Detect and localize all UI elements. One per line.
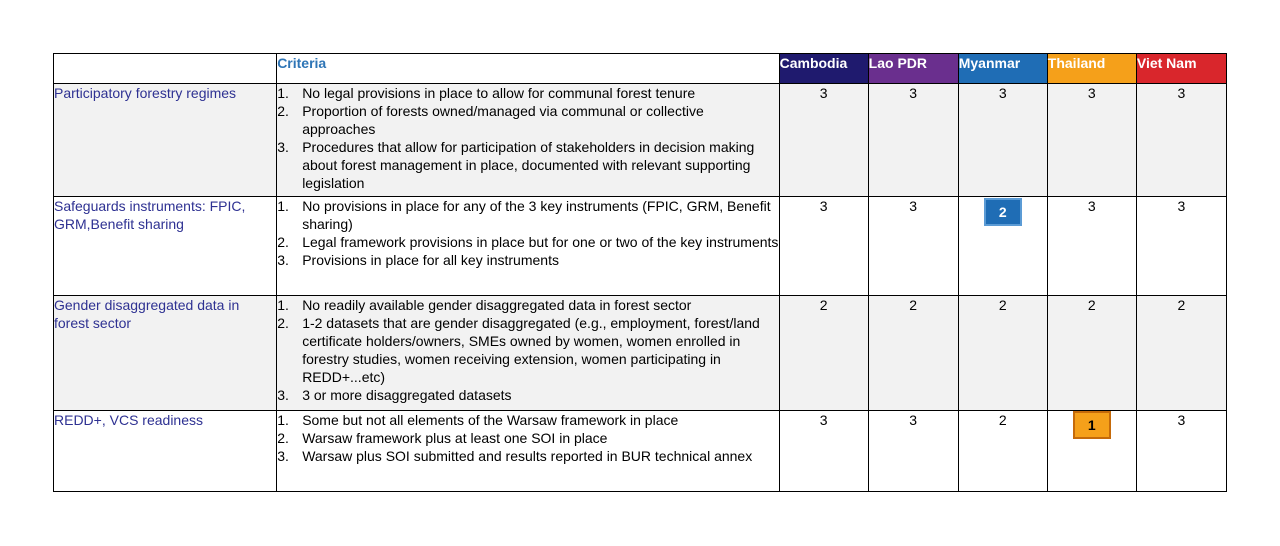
criteria-list (277, 197, 778, 269)
criteria-text: Warsaw framework plus at least one SOI in place (302, 430, 608, 446)
highlight-badge: 1 (1073, 411, 1111, 439)
table-row (54, 84, 1227, 197)
criteria-number: 2. (277, 103, 289, 119)
country-header-lao-pdr: Lao PDR (868, 54, 958, 84)
criteria-text: Provisions in place for all key instruments (302, 252, 559, 268)
criteria-text: No provisions in place for any of the 3 key instruments (FPIC, GRM, Benefit sharing) (302, 198, 771, 232)
criteria-item (277, 138, 778, 192)
criteria-cell (277, 296, 779, 411)
criteria-text: No legal provisions in place to allow for communal forest tenure (302, 85, 696, 101)
criteria-cell (277, 411, 779, 492)
score-thailand: 3 (1047, 84, 1136, 197)
criteria-text: Warsaw plus SOI submitted and results reported in BUR technical annex (302, 448, 753, 464)
score-cambodia: 3 (779, 84, 868, 197)
criteria-text: 1-2 datasets that are gender disaggregated (e.g., employment, forest/land certificate holders/owners, SMEs owned by women, women enrolled in forestry studies, women receiving extension, women participating in REDD+...etc) (302, 315, 760, 385)
highlight-badge: 2 (984, 198, 1022, 226)
criteria-item (277, 251, 778, 269)
criteria-number: 2. (277, 234, 289, 250)
criteria-cell (277, 197, 779, 296)
table-row (54, 411, 1227, 492)
country-header-thailand: Thailand (1047, 54, 1136, 84)
score-lao-pdr: 3 (868, 197, 958, 296)
country-header-myanmar: Myanmar (958, 54, 1047, 84)
criteria-text: Proportion of forests owned/managed via communal or collective approaches (302, 103, 704, 137)
assessment-table (53, 53, 1227, 492)
criteria-item (277, 233, 778, 251)
criteria-text: Procedures that allow for participation of stakeholders in decision making about forest management in place, documented with relevant supporting legislation (302, 139, 755, 191)
score-myanmar: 2 (958, 411, 1047, 492)
indicator-cell: Participatory forestry regimes (54, 84, 277, 197)
criteria-text: Legal framework provisions in place but for one or two of the key instruments (302, 234, 779, 250)
score-cambodia: 3 (779, 197, 868, 296)
criteria-cell (277, 84, 779, 197)
score-viet-nam: 3 (1136, 84, 1226, 197)
score-cambodia: 2 (779, 296, 868, 411)
indicator-cell: REDD+, VCS readiness (54, 411, 277, 492)
indicator-cell: Gender disaggregated data in forest sector (54, 296, 277, 411)
score-lao-pdr: 3 (868, 411, 958, 492)
table-row (54, 197, 1227, 296)
criteria-item (277, 84, 778, 102)
score-viet-nam: 3 (1136, 411, 1226, 492)
table-row (54, 296, 1227, 411)
criteria-number: 1. (277, 198, 289, 214)
criteria-item (277, 386, 778, 404)
criteria-item (277, 314, 778, 386)
criteria-text: No readily available gender disaggregated data in forest sector (302, 297, 692, 313)
score-cambodia: 3 (779, 411, 868, 492)
country-header-cambodia: Cambodia (779, 54, 868, 84)
criteria-item (277, 102, 778, 138)
criteria-number: 3. (277, 448, 289, 464)
score-thailand (1047, 411, 1136, 492)
criteria-header: Criteria (277, 54, 779, 84)
criteria-number: 3. (277, 252, 289, 268)
criteria-item (277, 296, 778, 314)
criteria-number: 2. (277, 315, 289, 331)
indicator-header (54, 54, 277, 84)
criteria-number: 1. (277, 297, 289, 313)
header-row (54, 54, 1227, 84)
score-myanmar (958, 197, 1047, 296)
criteria-item (277, 197, 778, 233)
indicator-cell: Safeguards instruments: FPIC, GRM,Benefit sharing (54, 197, 277, 296)
score-viet-nam: 2 (1136, 296, 1226, 411)
criteria-item (277, 447, 778, 465)
criteria-number: 3. (277, 387, 289, 403)
criteria-item (277, 429, 778, 447)
score-thailand: 2 (1047, 296, 1136, 411)
criteria-text: Some but not all elements of the Warsaw framework in place (302, 412, 679, 428)
criteria-number: 1. (277, 412, 289, 428)
criteria-list (277, 84, 778, 192)
criteria-number: 2. (277, 430, 289, 446)
criteria-item (277, 411, 778, 429)
criteria-list (277, 296, 778, 404)
country-header-viet-nam: Viet Nam (1136, 54, 1226, 84)
score-myanmar: 2 (958, 296, 1047, 411)
score-viet-nam: 3 (1136, 197, 1226, 296)
criteria-number: 3. (277, 139, 289, 155)
criteria-text: 3 or more disaggregated datasets (302, 387, 512, 403)
score-myanmar: 3 (958, 84, 1047, 197)
score-lao-pdr: 2 (868, 296, 958, 411)
criteria-number: 1. (277, 85, 289, 101)
score-lao-pdr: 3 (868, 84, 958, 197)
criteria-list (277, 411, 778, 465)
score-thailand: 3 (1047, 197, 1136, 296)
